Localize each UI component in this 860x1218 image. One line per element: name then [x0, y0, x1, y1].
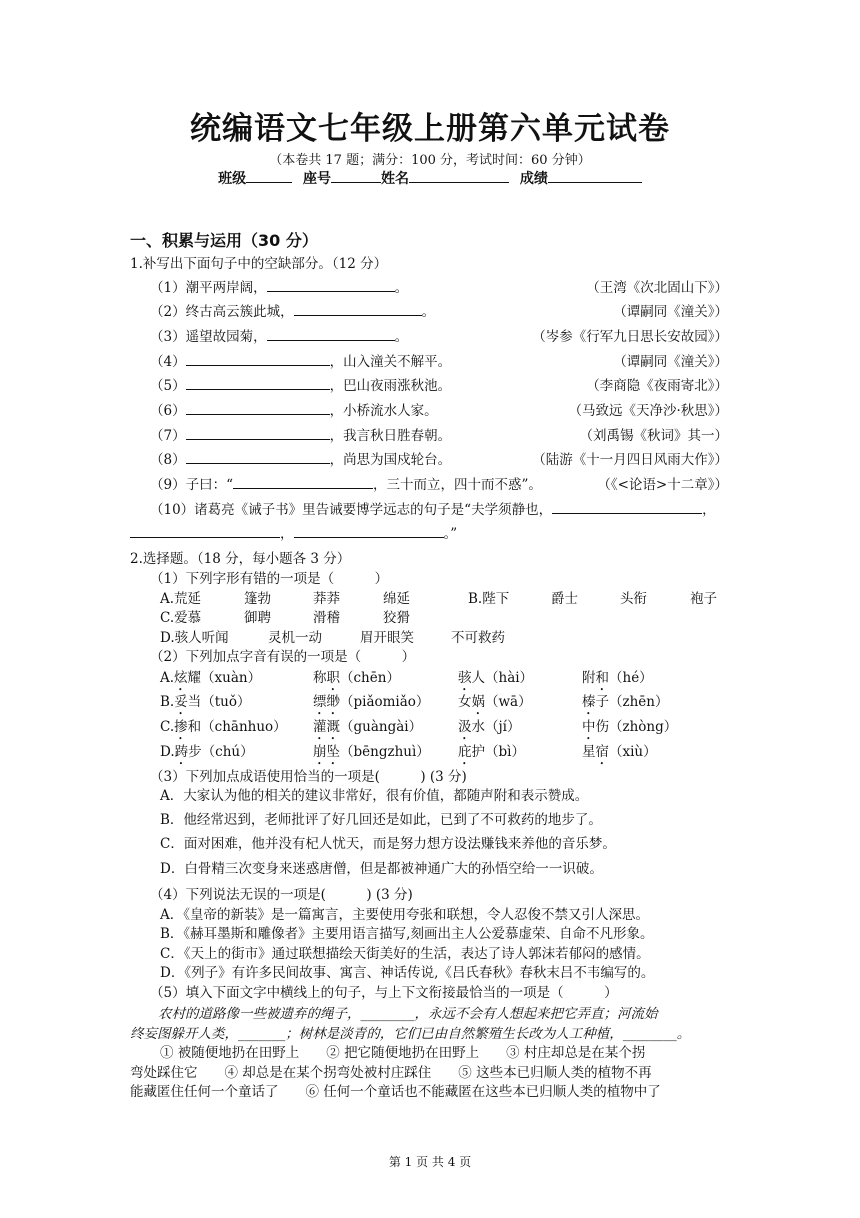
q1-item-10-line2: ， 。”: [130, 522, 457, 542]
q1-item-6: （6） ，小桥流水人家。: [150, 403, 438, 419]
q2-1-d-word-1: 灵机一动: [268, 630, 322, 646]
q1-item-7: （7） ，我言秋日胜春朝。: [150, 428, 452, 444]
q1-item-8-source: （陆游《十一月四日风雨大作》）: [532, 452, 728, 468]
q2-2-c-cell-4: 中伤（zhòng）: [582, 719, 678, 735]
q2-1-c-word-1: 御聘: [244, 610, 271, 626]
q2-1-option-c-label: C.爱慕: [160, 610, 202, 626]
q2-2-stem: （2）下列加点字音有误的一项是（ ）: [150, 649, 416, 665]
q1-item-2-source: （谭嗣同《潼关》）: [613, 304, 728, 320]
exam-subtitle: （本卷共 17 题；满分：100 分，考试时间：60 分钟）: [269, 153, 591, 168]
q2-2-row-d: D.踌步（chú）: [160, 744, 254, 760]
q1-item-9-source: （《<论语>十二章》）: [597, 477, 728, 493]
q2-3-option-d: D．白骨精三次变身来迷惑唐僧，但是都被神通广大的孙悟空给一一识破。: [160, 861, 603, 877]
q2-2-row-b: B.妥当（tuǒ）: [160, 694, 251, 710]
q2-1-a-word-2: 莽莽: [313, 591, 340, 607]
q2-1-d-word-2: 眉开眼笑: [360, 630, 414, 646]
q2-3-stem: （3）下列加点成语使用恰当的一项是( ) (3 分): [150, 769, 467, 785]
q1-item-9: （9）子曰：“ ，三十而立，四十而不惑”。: [150, 477, 542, 493]
q2-2-d-cell-3: 庇护（bì）: [458, 744, 525, 760]
q2-2-b-cell-3: 女娲（wā）: [458, 694, 532, 710]
q2-2-d-cell-2: 崩坠（bēngzhuì）: [313, 744, 430, 760]
q2-4-option-d: D．《列子》有许多民间故事、寓言、神话传说,《吕氏春秋》春秋末吕不韦编写的。: [160, 965, 655, 981]
q2-1-d-word-3: 不可救药: [451, 630, 505, 646]
score-blank: [548, 171, 642, 183]
q2-stem: 2.选择题。（18 分，每小题各 3 分）: [130, 551, 351, 567]
q1-item-1-source: （王湾《次北固山下》）: [586, 280, 728, 296]
q2-1-c-word-3: 狡猾: [383, 610, 410, 626]
q2-1-a-word-3: 绵延: [383, 591, 410, 607]
q2-4-option-c: C．《天上的街市》通过联想描绘天街美好的生活，表达了诗人郭沫若郁闷的感情。: [160, 946, 650, 962]
q2-5-stem: （5）填入下面文字中横线上的句子，与上下文衔接最恰当的一项是（ ）: [150, 985, 618, 1001]
q2-4-option-b: B．《赫耳墨斯和雕像者》主要用语言描写,刻画出主人公爱慕虚荣、自命不凡形象。: [160, 926, 654, 942]
q2-1-option-d-label: D.骇人听闻: [160, 630, 229, 646]
q2-2-b-cell-2: 缥缈（piǎomiǎo）: [313, 694, 430, 710]
student-info-line: [0, 168, 860, 188]
q1-item-6-source: （马致远《天净沙·秋思》）: [568, 403, 728, 419]
exam-title: 统编语文七年级上册第六单元试卷: [190, 111, 670, 147]
q2-2-row-c: C.掺和（chānhuo）: [160, 719, 287, 735]
q2-2-a-cell-4: 附和（hé）: [582, 670, 653, 686]
q2-1-option-b-label: B.陛下: [468, 591, 510, 607]
q1-item-5-source: （李商隐《夜雨寄北》）: [586, 378, 728, 394]
q2-1-b-word-3: 袍子: [690, 591, 717, 607]
q1-item-4-source: （谭嗣同《潼关》）: [613, 354, 728, 370]
q2-2-d-cell-4: 星宿（xiù）: [582, 744, 657, 760]
section-1-title: 一、积累与运用（30 分）: [130, 231, 318, 250]
q2-2-a-cell-3: 骇人（hài）: [458, 670, 534, 686]
q2-5-choices-line-2: 弯处踩住它 ④ 却总是在某个拐弯处被村庄踩住 ⑤ 这些本已归顺人类的植物不再: [130, 1065, 652, 1081]
q2-1-stem: （1）下列字形有错的一项是（ ）: [150, 571, 389, 587]
q2-5-passage-line-1: 农村的道路像一些被遗弃的绳子，________，永远不会有人想起来把它弄直；河流始: [158, 1006, 658, 1022]
class-blank: [246, 171, 292, 183]
q2-3-option-c: C．面对困难，他并没有杞人忧天，而是努力想方设法赚钱来养他的音乐梦。: [160, 836, 616, 852]
q2-2-c-cell-2: 灌溉（guàngài）: [313, 719, 423, 735]
q1-item-3: （3）遥望故园菊， 。: [150, 329, 409, 345]
q1-item-8: （8） ，尚思为国戍轮台。: [150, 452, 452, 468]
q1-item-4: （4） ，山入潼关不解平。: [150, 354, 452, 370]
q1-item-2: （2）终古高云簇此城， 。: [150, 304, 436, 320]
q2-2-row-a: A.炫耀（xuàn）: [160, 670, 262, 686]
name-blank: [409, 171, 509, 183]
q2-1-b-word-2: 头衔: [620, 591, 647, 607]
seat-label: 座号: [303, 171, 331, 187]
q1-item-7-source: （刘禹锡《秋词》其一）: [579, 428, 728, 444]
q1-item-10-line1: （10）诸葛亮《诫子书》里告诫要博学远志的句子是“夫学须静也， ，: [150, 502, 716, 518]
q2-3-option-b: B．他经常迟到，老师批评了好几回还是如此，已到了不可救药的地步了。: [160, 812, 602, 828]
q2-2-b-cell-4: 榛子（zhēn）: [582, 694, 669, 710]
seat-blank: [331, 171, 381, 183]
score-label: 成绩: [519, 171, 548, 187]
q2-5-choices-line-1: ① 被随便地扔在田野上 ② 把它随便地扔在田野上 ③ 村庄却总是在某个拐: [160, 1045, 646, 1061]
q2-1-option-a-label: A.荒延: [160, 591, 202, 607]
q1-item-5: （5） ，巴山夜雨涨秋池。: [150, 378, 452, 394]
q1-item-3-source: （岑参《行军九日思长安故园》）: [532, 329, 728, 345]
q2-1-c-word-2: 滑稽: [313, 610, 340, 626]
q1-stem: 1.补写出下面句子中的空缺部分。（12 分）: [130, 256, 388, 272]
q2-2-c-cell-3: 汲水（jí）: [458, 719, 521, 735]
q2-1-b-word-1: 爵士: [551, 591, 578, 607]
q2-5-passage-line-2: 终妄图躲开人类，_______；树林是淡青的，它们已由自然繁殖生长改为人工种植，________。: [130, 1026, 691, 1042]
q2-4-stem: （4）下列说法无误的一项是( ) (3 分): [150, 887, 413, 903]
q2-5-choices-line-3: 能藏匿住任何一个童话了 ⑥ 任何一个童话也不能藏匿在这些本已归顺人类的植物中了: [130, 1084, 661, 1100]
q2-1-a-word-1: 篷勃: [244, 591, 271, 607]
q1-item-1: （1）潮平两岸阔， 。: [150, 280, 409, 296]
q2-2-a-cell-2: 称职（chēn）: [313, 670, 400, 686]
class-label: 班级: [218, 171, 247, 187]
q2-3-option-a: A．大家认为他的相关的建议非常好，很有价值，都随声附和表示赞成。: [160, 788, 589, 804]
page-number: 第 1 页 共 4 页: [388, 1155, 472, 1169]
name-label: 姓名: [381, 171, 409, 187]
q2-4-option-a: A．《皇帝的新装》是一篇寓言，主要使用夸张和联想，令人忍俊不禁又引人深思。: [160, 907, 649, 923]
